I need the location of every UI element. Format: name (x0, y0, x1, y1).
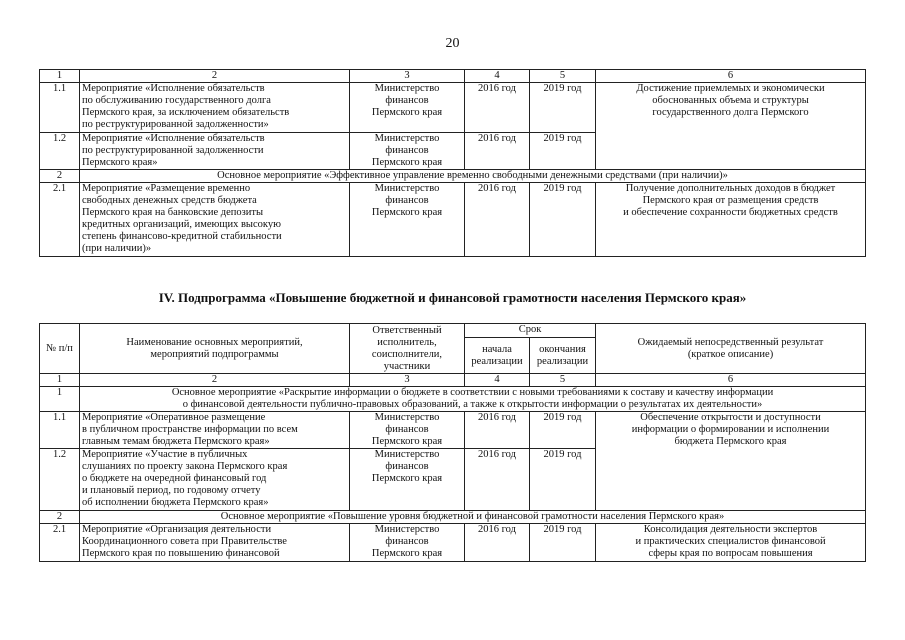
col-number-cell: 4 (465, 70, 530, 83)
end-year: 2019 год (530, 524, 596, 562)
end-year: 2019 год (530, 83, 596, 133)
col-number-cell: 4 (465, 374, 530, 387)
header-number: № п/п (40, 324, 80, 374)
end-year: 2019 год (530, 449, 596, 511)
row-number: 2.1 (40, 183, 80, 257)
table-row (40, 524, 866, 562)
row-number: 1.2 (40, 449, 80, 511)
row-number: 2 (40, 511, 80, 524)
section-heading: IV. Подпрограмма «Повышение бюджетной и финансовой грамотности населения Пермского края» (158, 290, 747, 305)
col-number-cell: 6 (596, 70, 866, 83)
main-measure-row (40, 387, 866, 412)
start-year: 2016 год (465, 133, 530, 170)
main-measure-row (40, 511, 866, 524)
start-year: 2016 год (465, 412, 530, 449)
header-measure-name: Наименование основных мероприятий, мероприятий подпрограммы (80, 324, 350, 374)
column-numbers-row (40, 70, 866, 83)
measure-name: Мероприятие «Оперативное размещение в публичном пространстве информации по всем главным темам бюджета Пермского края» (80, 412, 350, 449)
header-responsible: Ответственный исполнитель, соисполнители, участники (350, 324, 465, 374)
col-number-cell: 5 (530, 374, 596, 387)
table-row (40, 83, 866, 133)
main-measure-title: Основное мероприятие «Раскрытие информации о бюджете в соответствии с новыми требованиями к составу и качеству информации о финансовой деятельности публично-правовых образований, а также к открытости информации о результатах их деятельности» (80, 387, 866, 412)
responsible-executor: Министерство финансов Пермского края (350, 83, 465, 133)
end-year: 2019 год (530, 412, 596, 449)
end-year: 2019 год (530, 133, 596, 170)
row-number: 2.1 (40, 524, 80, 562)
measures-table-2 (39, 323, 866, 562)
col-number-cell: 1 (40, 70, 80, 83)
col-number-cell: 3 (350, 70, 465, 83)
responsible-executor: Министерство финансов Пермского края (350, 524, 465, 562)
expected-result: Получение дополнительных доходов в бюджет Пермского края от размещения средств и обеспечение сохранности бюджетных средств (596, 183, 866, 257)
start-year: 2016 год (465, 83, 530, 133)
row-number: 1.2 (40, 133, 80, 170)
start-year: 2016 год (465, 183, 530, 257)
header-term: Срок (465, 324, 596, 338)
header-expected-result: Ожидаемый непосредственный результат (краткое описание) (596, 324, 866, 374)
col-number-cell: 5 (530, 70, 596, 83)
row-number: 2 (40, 170, 80, 183)
measure-name: Мероприятие «Участие в публичных слушаниях по проекту закона Пермского края о бюджете на очередной финансовый год и плановый период, по годовому отчету об исполнении бюджета Пермского края» (80, 449, 350, 511)
row-number: 1.1 (40, 83, 80, 133)
col-number-cell: 3 (350, 374, 465, 387)
header-start: начала реализации (465, 338, 530, 374)
measure-name: Мероприятие «Исполнение обязательств по обслуживанию государственного долга Пермского края, за исключением обязательств по реструктурированной задолженности» (80, 83, 350, 133)
start-year: 2016 год (465, 524, 530, 562)
table-header-row (40, 324, 866, 338)
table-row (40, 412, 866, 449)
col-number-cell: 2 (80, 70, 350, 83)
header-end: окончания реализации (530, 338, 596, 374)
col-number-cell: 1 (40, 374, 80, 387)
row-number: 1.1 (40, 412, 80, 449)
row-number: 1 (40, 387, 80, 412)
table-row (40, 183, 866, 257)
col-number-cell: 2 (80, 374, 350, 387)
measures-table-1 (39, 69, 866, 257)
main-measure-title: Основное мероприятие «Повышение уровня бюджетной и финансовой грамотности населения Пермского края» (80, 511, 866, 524)
measure-name: Мероприятие «Исполнение обязательств по реструктурированной задолженности Пермского края» (80, 133, 350, 170)
main-measure-row (40, 170, 866, 183)
expected-result: Достижение приемлемых и экономически обоснованных объема и структуры государственного долга Пермского (596, 83, 866, 170)
start-year: 2016 год (465, 449, 530, 511)
measure-name: Мероприятие «Размещение временно свободных денежных средств бюджета Пермского края на банковские депозиты кредитных организаций, имеющих высокую степень финансово-кредитной стабильности (при наличии)» (80, 183, 350, 257)
expected-result: Обеспечение открытости и доступности информации о формировании и исполнении бюджета Пермского края (596, 412, 866, 511)
responsible-executor: Министерство финансов Пермского края (350, 133, 465, 170)
col-number-cell: 6 (596, 374, 866, 387)
responsible-executor: Министерство финансов Пермского края (350, 412, 465, 449)
responsible-executor: Министерство финансов Пермского края (350, 449, 465, 511)
expected-result: Консолидация деятельности экспертов и практических специалистов финансовой сферы края по вопросам повышения (596, 524, 866, 562)
column-numbers-row (40, 374, 866, 387)
page-number: 20 (445, 36, 460, 51)
measure-name: Мероприятие «Организация деятельности Координационного совета при Правительстве Пермского края по повышению финансовой (80, 524, 350, 562)
responsible-executor: Министерство финансов Пермского края (350, 183, 465, 257)
end-year: 2019 год (530, 183, 596, 257)
main-measure-title: Основное мероприятие «Эффективное управление временно свободными денежными средствами (при наличии)» (80, 170, 866, 183)
